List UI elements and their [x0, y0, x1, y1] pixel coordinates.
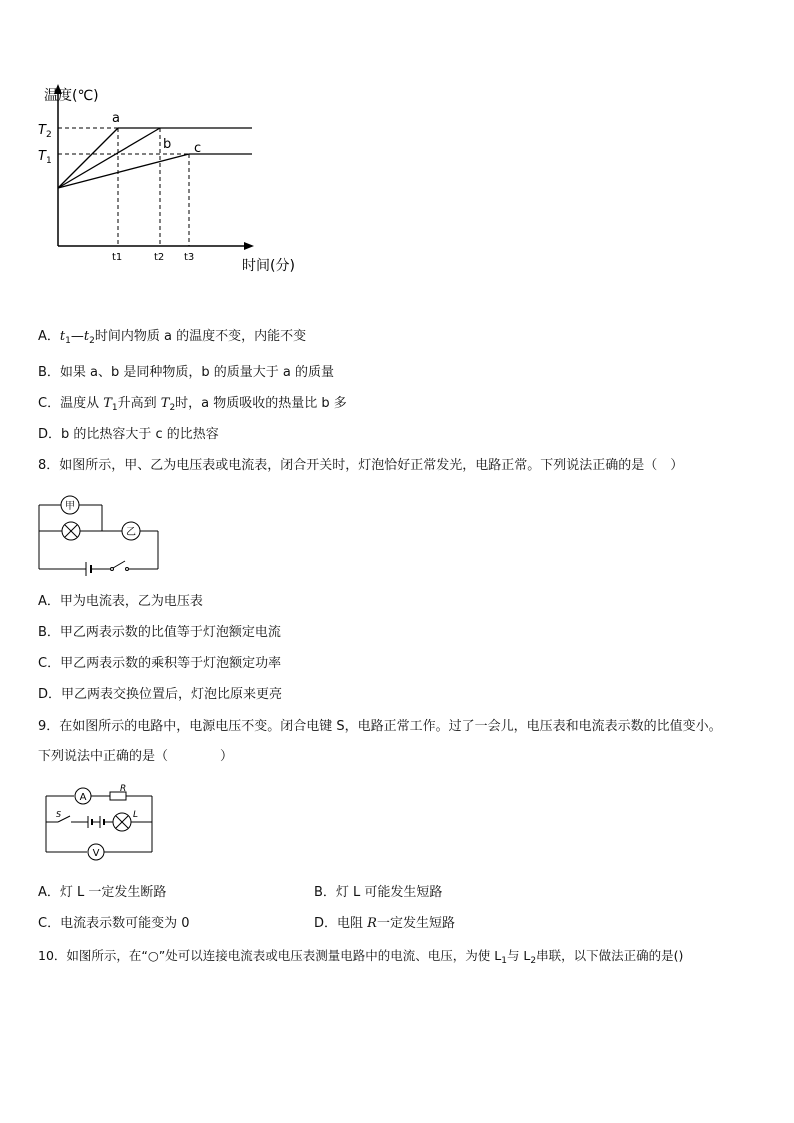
y-tick-T2: $T_2$	[38, 123, 52, 140]
q8-circuit-diagram	[34, 489, 166, 581]
q9-option-b: B．灯 L 可能发生短路	[314, 885, 443, 900]
x-tick-t2: t2	[154, 252, 165, 263]
q10-stem	[38, 947, 683, 970]
q8-meter-yi-label: 乙	[126, 527, 136, 538]
q7-a-prefix: A．	[38, 329, 60, 344]
curve-c-rise	[58, 154, 189, 188]
q8-option-a: A．甲为电流表，乙为电压表	[38, 594, 203, 609]
q8-switch-blade	[113, 561, 125, 568]
q9-ammeter-label: A	[79, 792, 87, 803]
q7-option-b: B．如果 a、b 是同种物质，b 的质量大于 a 的质量	[38, 365, 335, 380]
q7-a-t1: t	[59, 329, 66, 344]
q10-sub1: 1	[501, 956, 507, 966]
q9-stem-line2: 下列说法中正确的是（ ）	[38, 749, 234, 764]
q7-a-t2: t	[83, 329, 90, 344]
q8-switch-contact	[126, 568, 129, 571]
curve-label-b: b	[163, 137, 172, 152]
x-tick-t3: t3	[184, 252, 195, 263]
q7-option-a	[38, 328, 306, 350]
curve-label-a: a	[112, 111, 120, 126]
q8-option-d: D．甲乙两表交换位置后，灯泡比原来更亮	[38, 687, 283, 702]
y-axis-label: 温度(℃)	[44, 88, 99, 104]
temperature-time-graph	[30, 78, 320, 278]
q10-part1: 10．如图所示，在“○”处可以连接电流表或电压表测量电路中的电流、电压，为使 L	[38, 948, 502, 963]
q9-switch-label: S	[56, 810, 62, 819]
q7-c-T2: T	[160, 396, 170, 411]
q10-part2: 与 L	[506, 948, 531, 963]
q9-d-prefix: D．电阻	[314, 916, 368, 931]
q7-option-c	[38, 395, 347, 417]
q10-part3: 串联，以下做法正确的是()	[536, 948, 684, 963]
q9-d-R: R	[367, 916, 377, 931]
q7-c-prefix: C．温度从	[38, 396, 104, 411]
q9-circuit-diagram	[40, 784, 158, 864]
q8-option-b: B．甲乙两表示数的比值等于灯泡额定电流	[38, 625, 281, 640]
x-axis-label: 时间(分)	[242, 258, 295, 274]
q9-stem-line1: 9．在如图所示的电路中，电源电压不变。闭合电键 S，电路正常工作。过了一会儿，电压表和电流表示数的比值变小。	[38, 719, 722, 734]
q7-c-T2-sub: 2	[169, 403, 176, 413]
x-tick-t1: t1	[112, 252, 123, 263]
curve-label-c: c	[194, 141, 202, 156]
q9-voltmeter-label: V	[92, 848, 100, 859]
q9-d-rest: 一定发生短路	[376, 916, 455, 931]
q10-sub2: 2	[530, 956, 537, 966]
q7-option-d: D．b 的比热容大于 c 的比热容	[38, 427, 219, 442]
q7-c-rest: 时，a 物质吸收的热量比 b 多	[175, 396, 347, 411]
q9-option-c: C．电流表示数可能变为 0	[38, 916, 190, 931]
q7-a-t2-sub: 2	[89, 336, 95, 346]
q7-a-rest: 时间内物质 a 的温度不变，内能不变	[94, 329, 307, 344]
y-tick-T1: $T_1$	[38, 149, 52, 166]
q9-option-d	[314, 915, 455, 933]
q7-c-T1-sub: 1	[111, 403, 118, 413]
q7-a-t1-sub: 1	[65, 336, 71, 346]
q8-stem: 8．如图所示，甲、乙为电压表或电流表，闭合开关时，灯泡恰好正常发光，电路正常。下列说法正确的是（ ）	[38, 458, 684, 473]
q9-resistor-label: R	[120, 784, 127, 794]
q7-a-dash: —	[70, 329, 84, 344]
q9-lamp-label: L	[133, 810, 139, 820]
q8-meter-jia-label: 甲	[65, 501, 75, 512]
q8-option-c: C．甲乙两表示数的乘积等于灯泡额定功率	[38, 656, 282, 671]
x-axis-arrow	[244, 242, 254, 250]
q7-c-T1: T	[103, 396, 112, 411]
q9-option-a: A．灯 L 一定发生断路	[38, 885, 167, 900]
q7-c-mid: 升高到	[117, 396, 161, 411]
